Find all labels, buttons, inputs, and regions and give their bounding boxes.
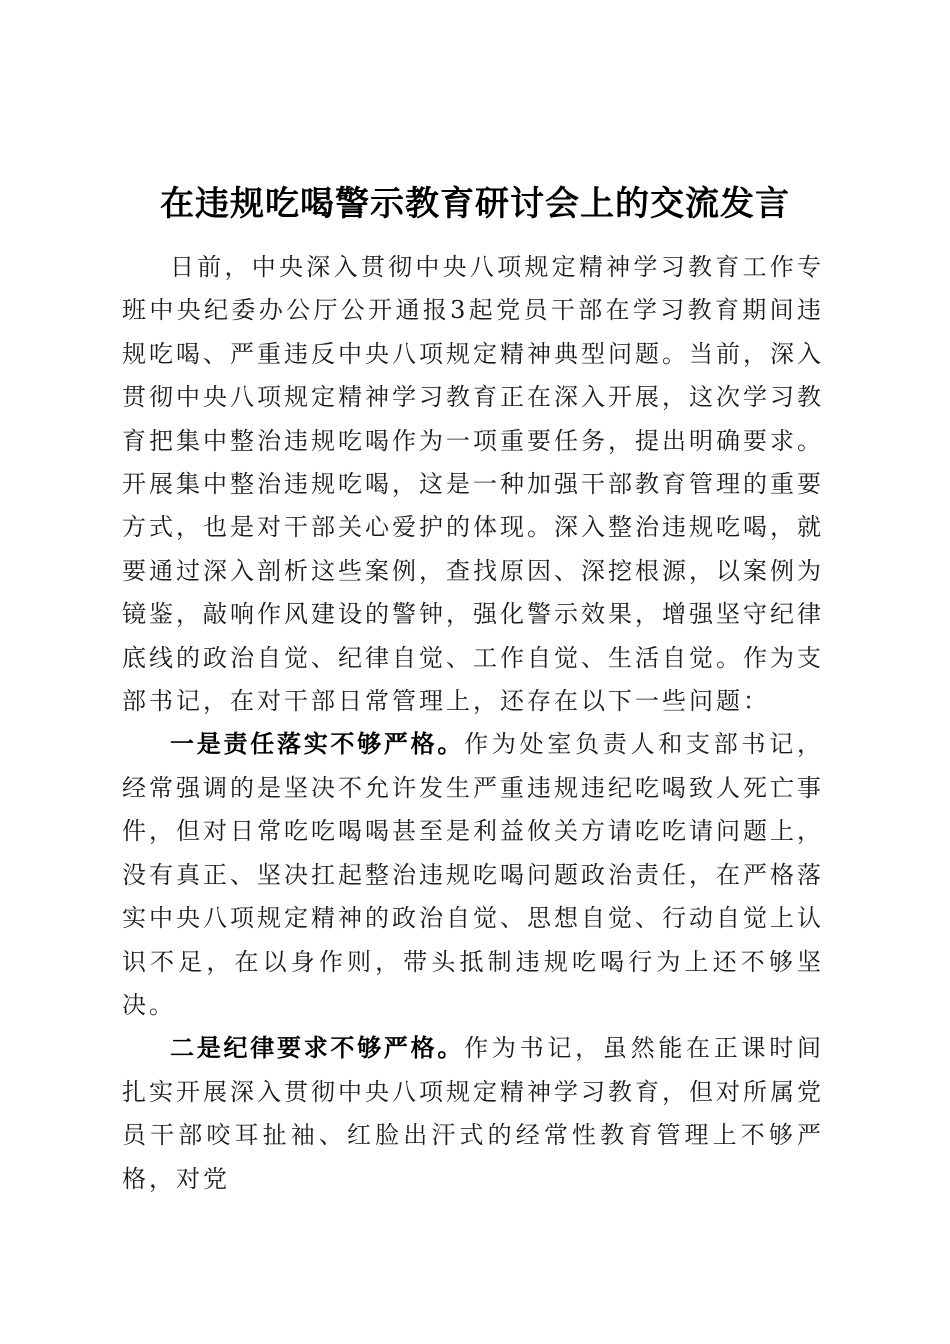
- paragraph-point-1-lead: 一是责任落实不够严格。: [170, 730, 465, 759]
- paragraph-point-2-text: 作为书记，虽然能在正课时间扎实开展深入贯彻中央八项规定精神学习教育，但对所属党员干部咬耳扯袖、红脸出汗式的经常性教育管理上不够严格，对党: [122, 1034, 825, 1193]
- paragraph-intro-text: 日前，中央深入贯彻中央八项规定精神学习教育工作专班中央纪委办公厅公开通报3起党员干部在学习教育期间违规吃喝、严重违反中央八项规定精神典型问题。当前，深入贯彻中央八项规定精神学习教育正在深入开展，这次学习教育把集中整治违规吃喝作为一项重要任务，提出明确要求。开展集中整治违规吃喝，这是一种加强干部教育管理的重要方式，也是对干部关心爱护的体现。深入整治违规吃喝，就要通过深入剖析这些案例，查找原因、深挖根源，以案例为镜鉴，敲响作风建设的警钟，强化警示效果，增强坚守纪律底线的政治自觉、纪律自觉、工作自觉、生活自觉。作为支部书记，在对干部日常管理上，还存在以下一些问题：: [122, 253, 824, 716]
- paragraph-point-2: [122, 1027, 824, 1201]
- paragraph-intro: [122, 246, 824, 723]
- paragraph-point-1-text: 作为处室负责人和支部书记，经常强调的是坚决不允许发生严重违规违纪吃喝致人死亡事件，但对日常吃吃喝喝甚至是利益攸关方请吃吃请问题上，没有真正、坚决扛起整治违规吃喝问题政治责任，在严格落实中央八项规定精神的政治自觉、思想自觉、行动自觉上认识不足，在以身作则，带头抵制违规吃喝行为上还不够坚决。: [122, 730, 825, 1019]
- paragraph-point-1: [122, 723, 824, 1027]
- document-title: 在违规吃喝警示教育研讨会上的交流发言: [160, 184, 790, 224]
- paragraph-point-2-lead: 二是纪律要求不够严格。: [170, 1034, 465, 1063]
- document-body: [122, 246, 824, 1201]
